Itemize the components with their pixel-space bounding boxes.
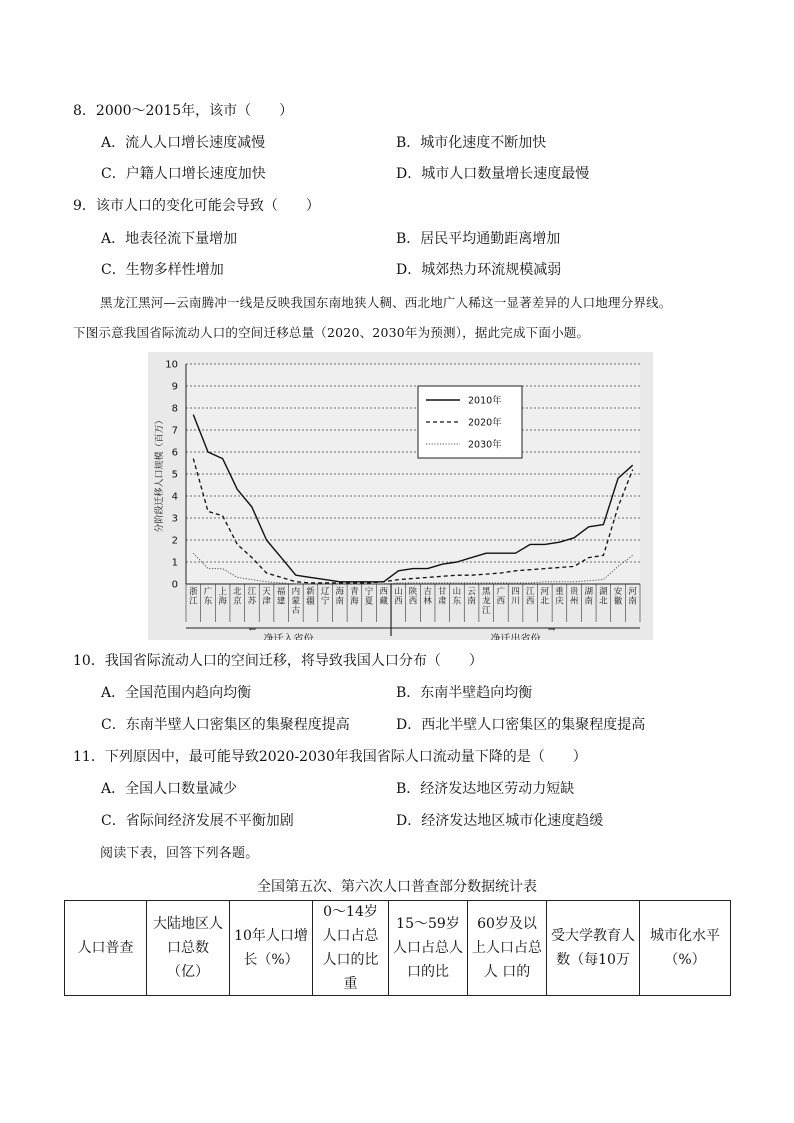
table-header-cell: 0～14岁人口占总人口的比重 (313, 901, 389, 996)
group-arrow-right: → (547, 625, 556, 635)
table-header-cell: 10年人口增长（%） (230, 901, 313, 996)
group-label-net-out: 净迁出省份 (490, 634, 541, 640)
x-tick-label: 新疆 (306, 587, 315, 607)
q9-option-b: B．居民平均通勤距离增加 (396, 231, 561, 247)
x-tick-label: 甘肃 (438, 587, 447, 607)
table-caption: 全国第五次、第六次人口普查部分数据统计表 (257, 879, 537, 895)
x-tick-label: 陕西 (408, 587, 418, 607)
table-header-cell: 城市化水平（%） (640, 901, 731, 996)
group-arrow-left: ← (248, 625, 257, 635)
q11-option-b: B．经济发达地区劳动力短缺 (396, 781, 575, 797)
x-tick-label: 天津 (262, 587, 271, 607)
q9-option-d: D．城郊热力环流规模减弱 (396, 262, 562, 278)
q11-option-d: D．经济发达地区城市化速度趋缓 (396, 813, 604, 829)
q10-option-b: B．东南半壁趋向均衡 (396, 685, 533, 701)
legend-label: 2020年 (468, 417, 502, 429)
y-tick-label: 7 (171, 425, 178, 437)
y-tick-label: 8 (171, 403, 178, 415)
table-header-cell: 人口普查 (65, 901, 147, 996)
x-tick-label: 海南 (335, 587, 345, 607)
y-tick-label: 3 (171, 513, 178, 525)
x-tick-label: 浙江 (189, 587, 198, 607)
q8-option-a: A．流人人口增长速度减慢 (101, 135, 266, 151)
x-tick-label: 山东 (452, 587, 462, 607)
y-tick-label: 6 (171, 447, 178, 459)
intro-paragraph-line-2: 下图示意我国省际流动人口的空间迁移总量（2020、2030年为预测），据此完成下面小题。 (73, 325, 590, 340)
q8-option-c: C．户籍人口增长速度加快 (101, 166, 266, 182)
x-tick-label: 河北 (540, 587, 550, 607)
migration-chart-svg (148, 352, 653, 640)
table-intro: 阅读下表，回答下列各题。 (100, 846, 259, 861)
x-tick-label: 湖北 (599, 587, 608, 607)
q11-option-a: A．全国人口数量减少 (101, 781, 238, 797)
question-9-stem: 9．该市人口的变化可能会导致（ ） (73, 198, 320, 214)
x-tick-label: 安徽 (613, 587, 623, 607)
q10-option-d: D．西北半壁人口密集区的集聚程度提高 (396, 717, 646, 733)
table-header-cell: 60岁及以上人口占总人 口的 (468, 901, 547, 996)
q11-option-c: C．省际间经济发展不平衡加剧 (101, 813, 294, 829)
y-tick-label: 0 (171, 579, 178, 591)
x-tick-label: 河南 (628, 587, 637, 607)
x-tick-label: 江苏 (247, 587, 257, 607)
y-tick-label: 9 (171, 381, 178, 393)
y-tick-label: 4 (171, 491, 178, 503)
table-header-cell: 大陆地区人口总数（亿） (147, 901, 230, 996)
x-tick-label: 北京 (233, 587, 242, 607)
migration-chart (148, 352, 653, 640)
table-header-row (65, 901, 731, 996)
x-tick-label: 贵州 (569, 587, 579, 607)
q10-option-a: A．全国范围内趋向均衡 (101, 685, 252, 701)
legend-label: 2010年 (468, 395, 502, 407)
y-tick-label: 5 (171, 469, 178, 481)
x-tick-label: 西藏 (379, 587, 388, 607)
legend-label: 2030年 (468, 439, 502, 451)
census-table (64, 900, 731, 996)
x-tick-label: 内蒙古 (291, 587, 301, 616)
y-axis-label: 分阶段迁移人口规模（百万） (155, 415, 165, 533)
x-tick-label: 吉林 (423, 587, 432, 607)
x-tick-label: 江西 (525, 587, 535, 607)
y-tick-label: 10 (165, 359, 178, 371)
question-8-stem: 8．2000～2015年，该市（ ） (73, 103, 294, 119)
q8-option-d: D．城市人口数量增长速度最慢 (396, 166, 590, 182)
question-10-stem: 10．我国省际流动人口的空间迁移，将导致我国人口分布（ ） (73, 653, 483, 669)
table-header-cell: 受大学教育人数（每10万 (547, 901, 640, 996)
x-tick-label: 上海 (218, 587, 227, 607)
y-tick-label: 1 (171, 557, 178, 569)
x-tick-label: 四川 (511, 587, 520, 607)
question-11-stem: 11．下列原因中，最可能导致2020-2030年我国省际人口流动量下降的是（ ） (73, 749, 587, 765)
q9-option-a: A．地表径流下量增加 (101, 231, 238, 247)
x-tick-label: 重庆 (555, 587, 564, 607)
table-header-cell: 15～59岁人口占总人口的比 (389, 901, 468, 996)
x-tick-label: 黑龙江 (481, 587, 491, 616)
x-tick-label: 广东 (203, 587, 213, 607)
group-label-net-in: 净迁入省份 (263, 634, 314, 640)
x-tick-label: 宁夏 (364, 587, 374, 607)
x-tick-label: 福建 (276, 587, 286, 607)
x-tick-label: 云南 (467, 587, 476, 607)
x-tick-label: 辽宁 (320, 587, 330, 607)
x-tick-label: 山西 (394, 587, 403, 607)
y-tick-label: 2 (171, 535, 178, 547)
x-tick-label: 广西 (496, 587, 506, 607)
intro-paragraph-line-1: 黑龙江黑河—云南腾冲一线是反映我国东南地狭人稠、西北地广人稀这一显著差异的人口地理分界线。 (100, 295, 672, 310)
q8-option-b: B．城市化速度不断加快 (396, 135, 547, 151)
x-tick-label: 湖南 (584, 587, 593, 607)
q10-option-c: C．东南半壁人口密集区的集聚程度提高 (101, 717, 350, 733)
q9-option-c: C．生物多样性增加 (101, 262, 224, 278)
x-tick-label: 青海 (350, 587, 359, 607)
